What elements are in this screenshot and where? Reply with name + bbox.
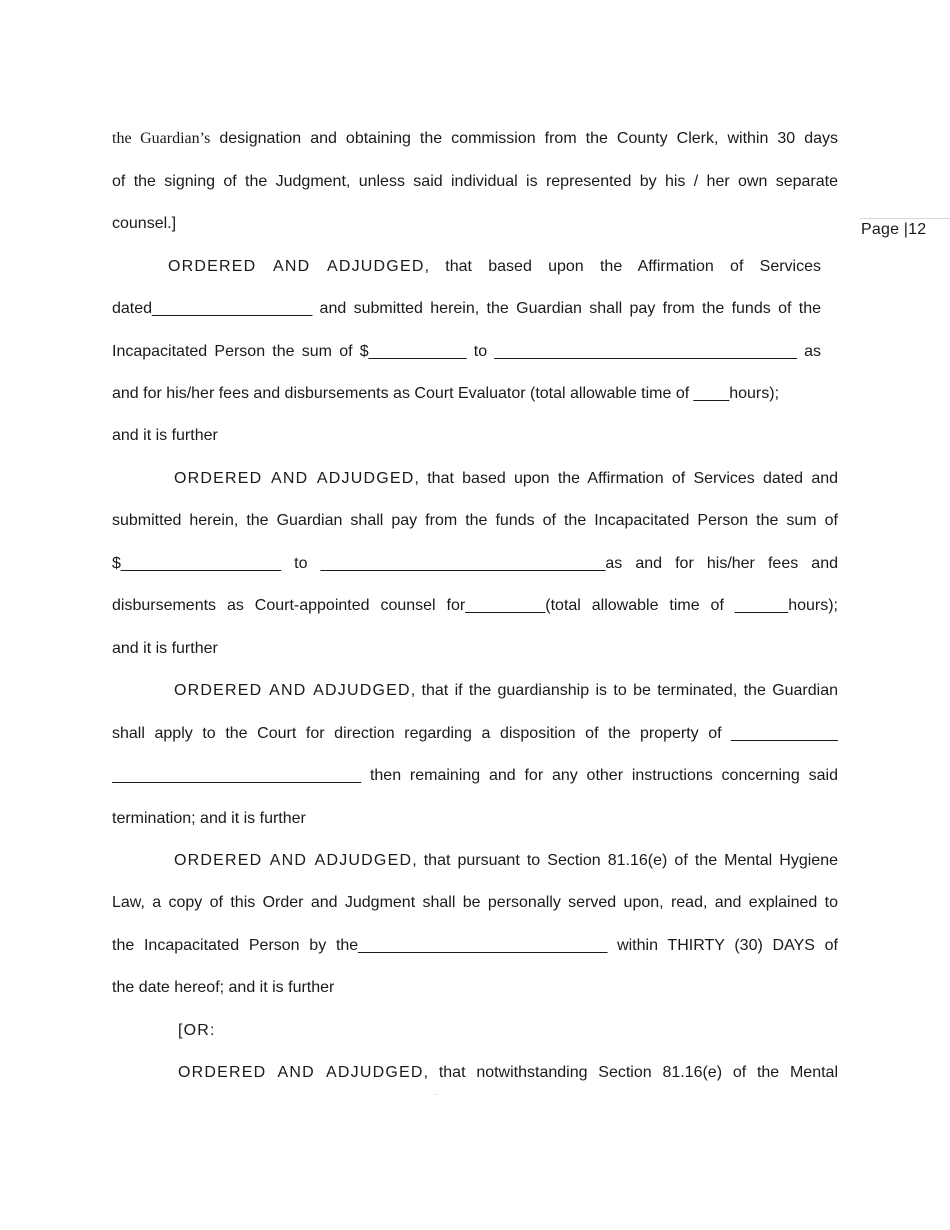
line-text: submitted herein, the Guardian shall pay from the funds of the Incapacitated Person the sum of [112, 512, 838, 529]
line-text: ____________________________ then remaining and for any other instructions concerning said [112, 767, 838, 784]
text-line [112, 426, 838, 446]
line-text: dated__________________ and submitted herein, the Guardian shall pay from the funds of the [112, 300, 821, 317]
line-text: Law, a copy of this Order and Judgment shall be personally served upon, read, and explained to [112, 894, 838, 911]
text-line [112, 511, 838, 531]
line-text: [OR: [178, 1022, 216, 1039]
line-text: the date hereof; and it is further [112, 979, 335, 996]
text-line [112, 766, 838, 786]
serif-fragment: the Guardian’s [112, 130, 211, 147]
text-line [112, 724, 838, 744]
line-text: $__________________ to ________________________________as and for his/her fees and [112, 555, 838, 572]
text-line [112, 129, 838, 149]
text-line [112, 342, 821, 362]
paragraph-start-line [168, 257, 821, 277]
line-text: and for his/her fees and disbursements as Court Evaluator (total allowable time of ____hours); [112, 385, 780, 402]
ordered-adjudged-heading: ORDERED AND ADJUDGED [174, 682, 411, 699]
text-line [112, 384, 838, 404]
text-line [112, 299, 821, 319]
or-alternative-marker [178, 1021, 378, 1041]
line-text: termination; and it is further [112, 810, 306, 827]
paragraph-start-line [178, 1063, 838, 1083]
line-text: , that pursuant to Section 81.16(e) of the Mental Hygiene [412, 852, 838, 869]
line-text: , that based upon the Affirmation of Services [424, 258, 821, 275]
line-text: designation and obtaining the commission from the County Clerk, within 30 days [210, 130, 838, 147]
line-text: Incapacitated Person the sum of $___________ to __________________________________ as [112, 343, 821, 360]
line-text: counsel.] [112, 215, 177, 232]
page-number: Page |12 [861, 221, 927, 238]
line-text: , that notwithstanding Section 81.16(e) of the Mental [423, 1064, 838, 1081]
text-line [112, 639, 838, 659]
text-line [112, 893, 838, 913]
text-line [112, 936, 838, 956]
line-text: , that based upon the Affirmation of Services dated and [414, 470, 838, 487]
ordered-adjudged-heading: ORDERED AND ADJUDGED [168, 258, 425, 275]
line-text: disbursements as Court-appointed counsel for_________(total allowable time of ______hours); [112, 597, 838, 614]
text-line [112, 554, 838, 574]
text-line [112, 214, 838, 234]
paragraph-start-line [174, 469, 838, 489]
text-line [112, 596, 838, 616]
line-text: the Incapacitated Person by the____________________________ within THIRTY (30) DAYS of [112, 937, 838, 954]
scan-artifact-dot [436, 1094, 437, 1095]
line-text: of the signing of the Judgment, unless said individual is represented by his / her own separate [112, 173, 838, 190]
paragraph-start-line [174, 681, 838, 701]
ordered-adjudged-heading: ORDERED AND ADJUDGED [178, 1064, 424, 1081]
line-text: and it is further [112, 427, 218, 444]
line-text: shall apply to the Court for direction regarding a disposition of the property of ____________ [112, 725, 838, 742]
line-text: and it is further [112, 640, 218, 657]
line-text: , that if the guardianship is to be terminated, the Guardian [410, 682, 838, 699]
text-line [112, 809, 838, 829]
text-line [112, 978, 838, 998]
paragraph-start-line [174, 851, 838, 871]
text-line [112, 172, 838, 192]
ordered-adjudged-heading: ORDERED AND ADJUDGED [174, 470, 415, 487]
header-rule [860, 218, 950, 219]
ordered-adjudged-heading: ORDERED AND ADJUDGED [174, 852, 413, 869]
